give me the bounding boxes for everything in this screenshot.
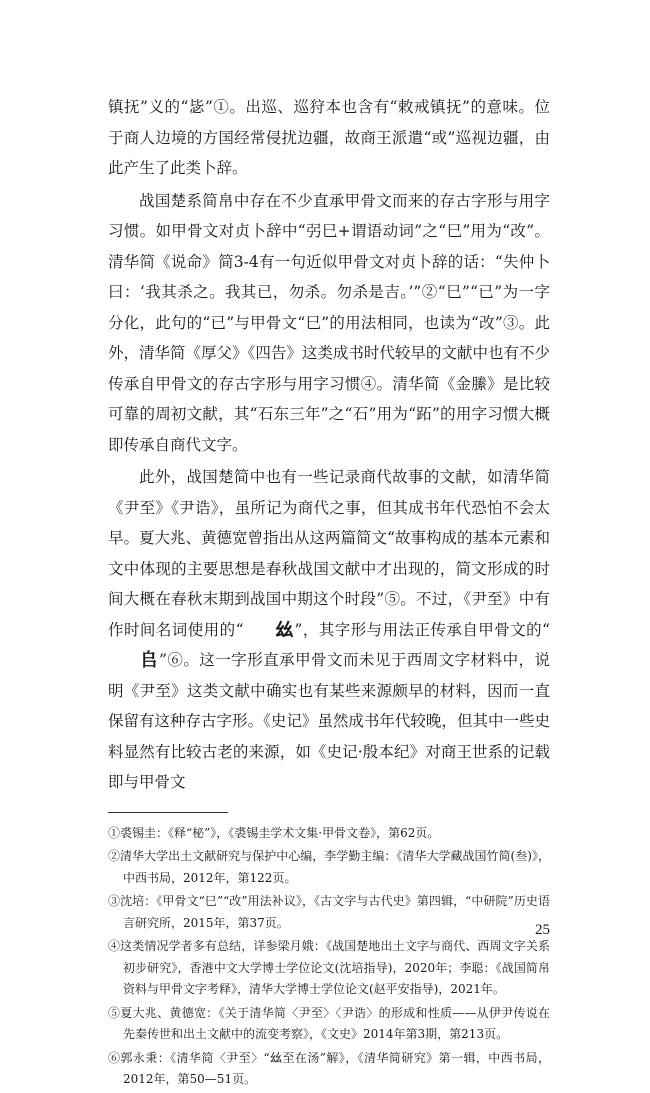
paragraph-3-part-c: ”⑥。这一字形直承甲骨文而未见于西周文字材料中，说明《尹至》这类文献中确实也有某些来源颇早的材料，因而一直保留有这种存古字形。《史记》虽然成书年代较晚，但其中一些史料显然有比较古老的来源，如《史记·殷本纪》对商王世系的记载即与甲骨文 <box>108 651 550 791</box>
footnote-3: ③沈培：《甲骨文“巳”“改”用法补议》，《古文字与古代史》第四辑，“中研院”历史语言研究所，2015年，第37页。 <box>108 894 550 930</box>
paragraph-3-part-b: ”，其字形与用法正传承自甲骨文的“ <box>294 620 550 639</box>
paragraph-3 <box>108 462 550 798</box>
page-number: 25 <box>535 922 550 938</box>
footnote-1: ①裘锡圭：《释“柲”》，《裘锡圭学术文集·甲骨文卷》，第62页。 <box>108 825 440 840</box>
footnotes <box>108 823 550 1091</box>
paragraph-3-part-a: 此外，战国楚简中也有一些记录商代故事的文献，如清华简《尹至》《尹诰》，虽所记为商代之事，但其成书年代恐怕不会太早。夏大兆、黄德宽曾指出从这两篇简文“故事构成的基本元素和文中体现的主要思想是春秋战国文献中才出现的，简文形成的时间大概在春秋末期到战国中期这个时段”⑤。不过，《尹至》中有作时间名词使用的“ <box>108 468 550 639</box>
page-content <box>108 92 550 1093</box>
paragraph-1: 镇抚”义的“毖”①。出巡、巡狩本也含有“敕戒镇抚”的意味。位于商人边境的方国经常侵扰边疆，故商王派遣“或”巡视边疆，由此产生了此类卜辞。 <box>108 98 550 177</box>
footnote-5: ⑤夏大兆、黄德宽：《关于清华简〈尹至〉〈尹诰〉的形成和性质——从伊尹传说在先秦传世和出土文献中的流变考察》，《文史》2014年第3期，第213页。 <box>108 1005 550 1041</box>
footnote-6: ⑥郭永秉：《清华简〈尹至〉“𢆶至在汤”解》，《清华简研究》第一辑，中西书局，2012年，第50—51页。 <box>108 1050 550 1086</box>
footnote-divider <box>108 812 228 813</box>
footnote-4: ④这类情况学者多有总结，详参梁月娥：《战国楚地出土文字与商代、西周文字关系初步研究》，香港中文大学博士学位论文(沈培指导)，2020年；李聪：《战国简帛资料与甲骨文字考释》，清华大学博士学位论文(赵平安指导)，2021年。 <box>108 939 550 996</box>
footnote-2: ②清华大学出土文献研究与保护中心编，李学勤主编：《清华大学藏战国竹简(叁)》，中西书局，2012年，第122页。 <box>108 849 550 885</box>
paragraph-2: 战国楚系简帛中存在不少直承甲骨文而来的存古字形与用字习惯。如甲骨文对贞卜辞中“弜巳+谓语动词”之“巳”用为“改”。清华简《说命》简3-4有一句近似甲骨文对贞卜辞的话：“失仲卜曰：‘我其杀之。我其已，勿杀。勿杀是吉。’”②“巳”“已”为一字分化，此句的“已”与甲骨文“巳”的用法相同，也读为“改”③。此外，清华简《厚父》《四告》这类成书时代较早的文献中也有不少传承自甲骨文的存古字形与用字习惯④。清华简《金縢》是比较可靠的周初文献，其“石东三年”之“石”用为“跖”的用字习惯大概即传承自商代文字。 <box>108 191 550 454</box>
ancient-glyph-2: 𠂤 <box>140 650 158 671</box>
ancient-glyph-1: 𢆶 <box>275 619 294 641</box>
